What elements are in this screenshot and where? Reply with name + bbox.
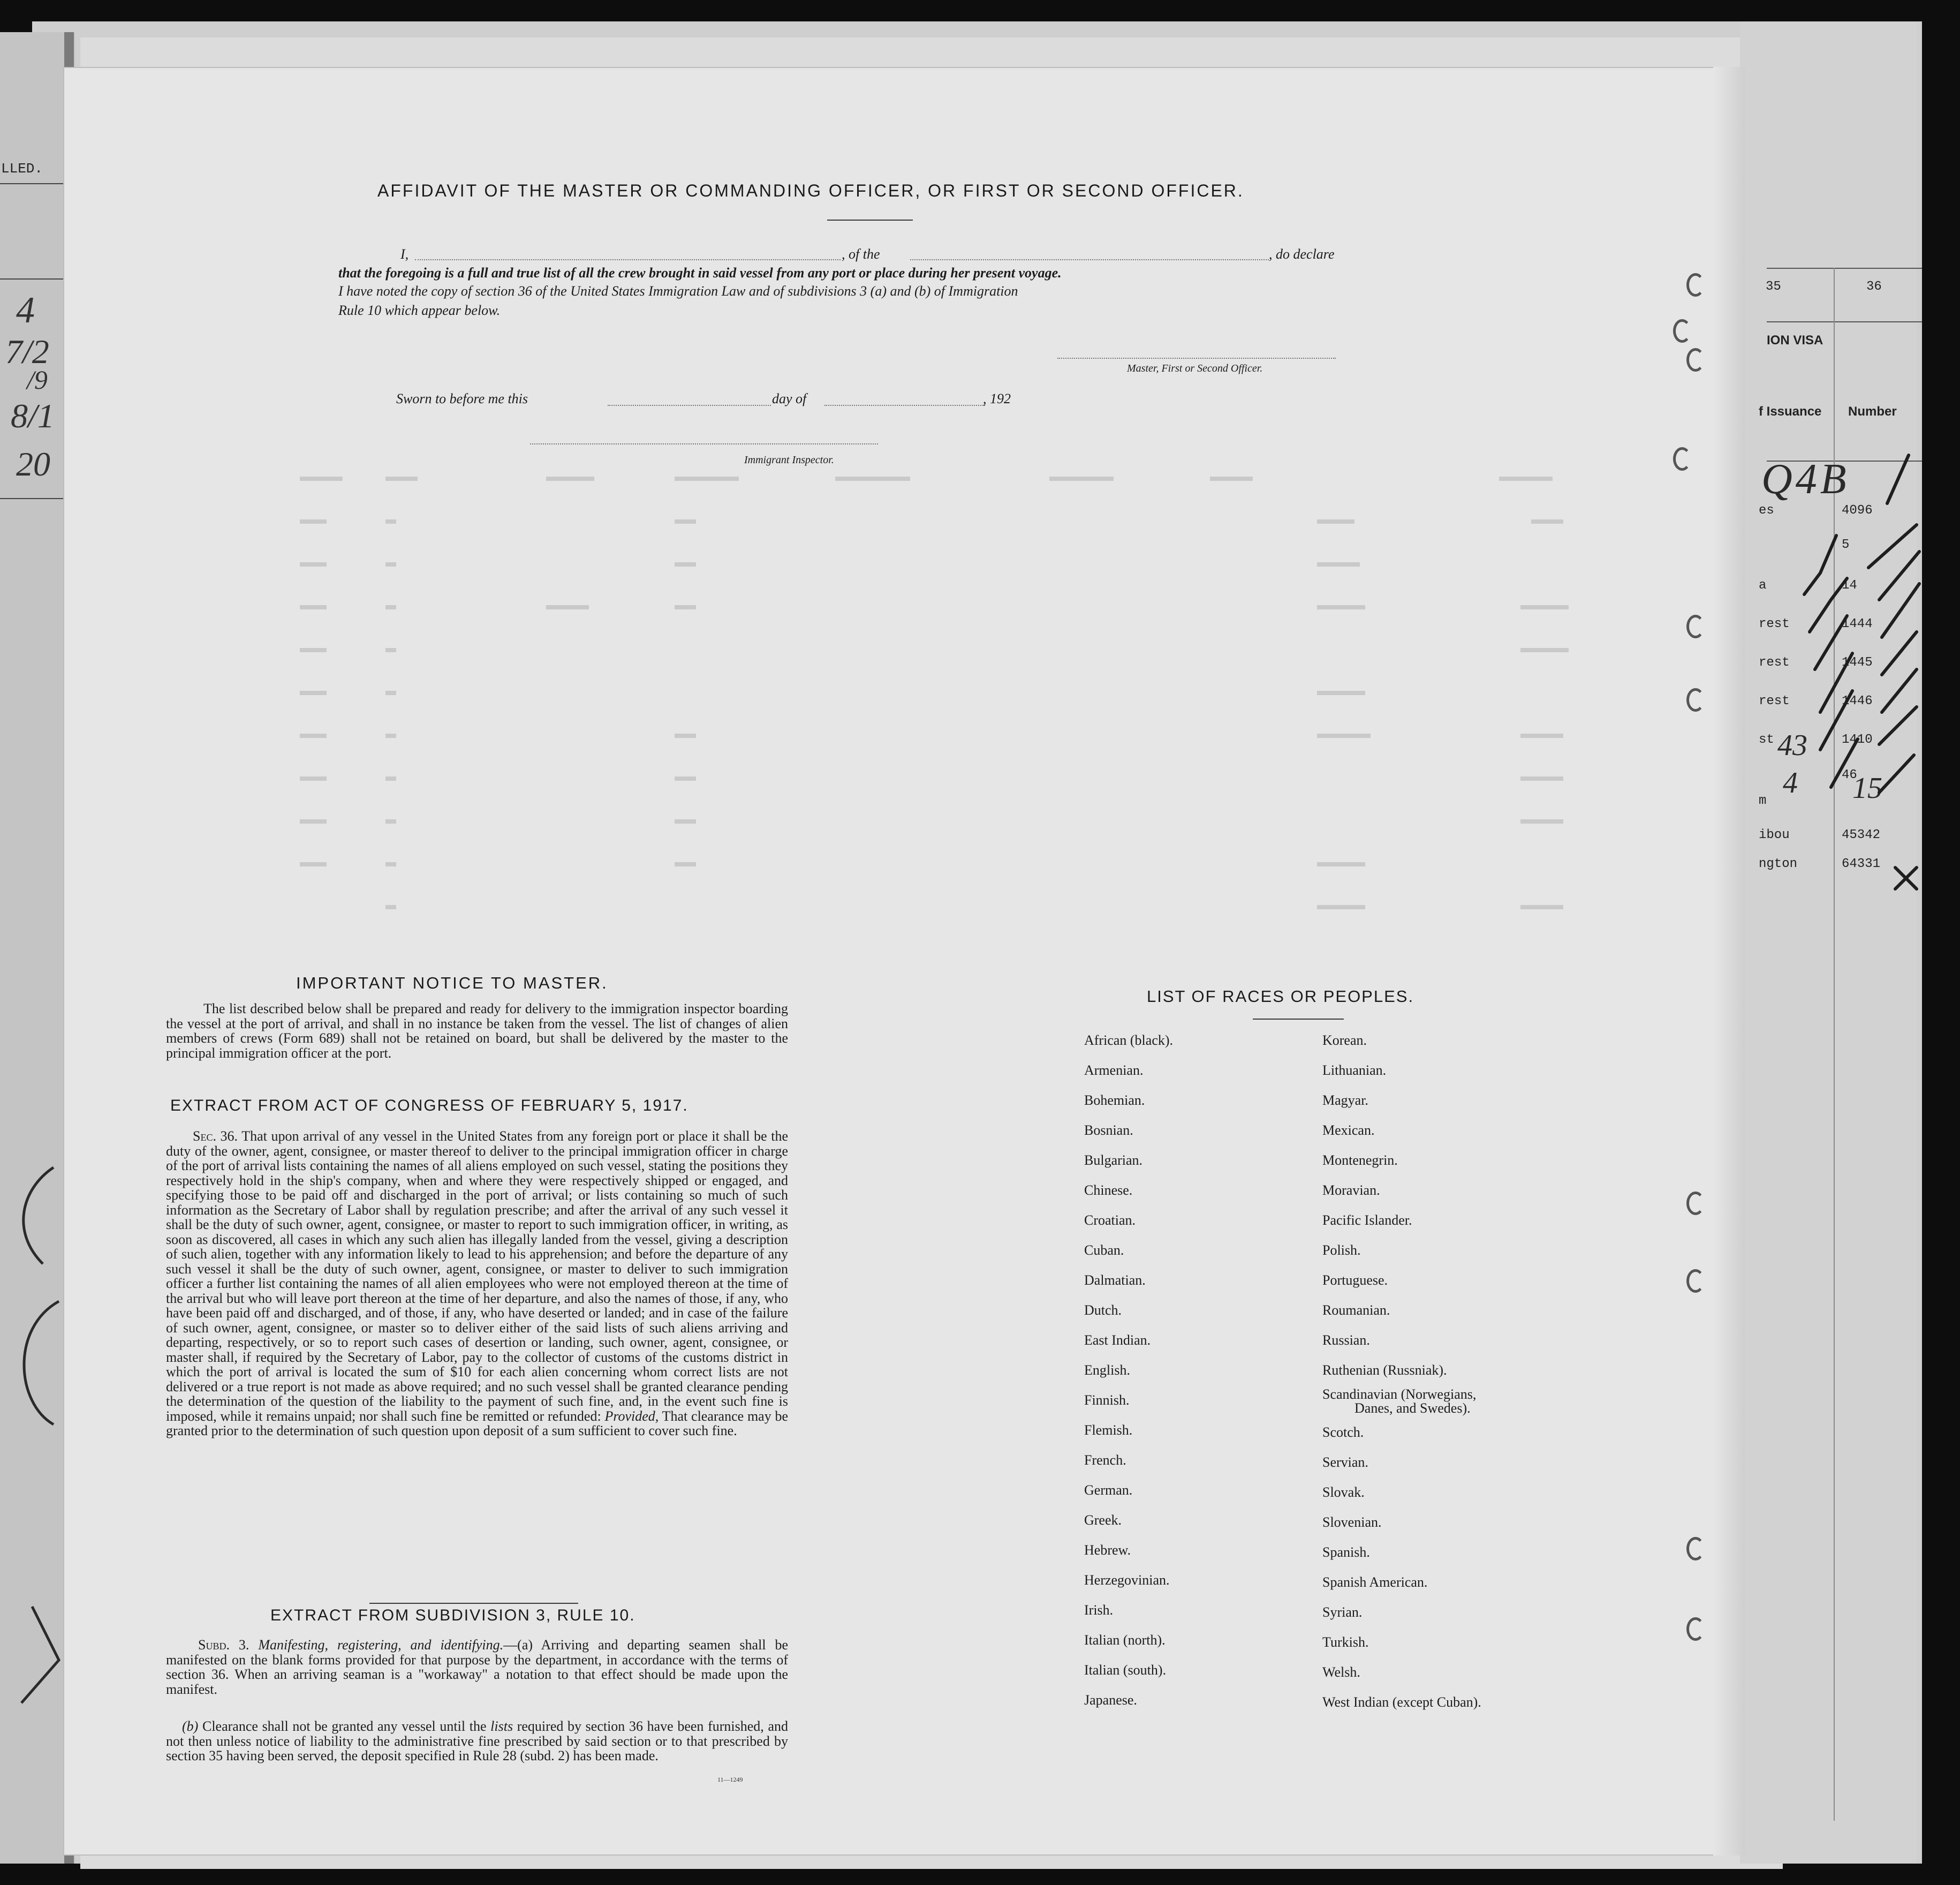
visa-place: rest — [1759, 694, 1790, 708]
race-item: Lithuanian. — [1322, 1062, 1387, 1078]
binder-hole-icon — [1686, 615, 1705, 638]
right-sheet-table-line — [1767, 268, 1922, 269]
race-item: Bohemian. — [1084, 1092, 1145, 1108]
race-item: Dalmatian. — [1084, 1272, 1146, 1288]
subd-b-lists: lists — [490, 1718, 513, 1734]
race-item: Finnish. — [1084, 1392, 1130, 1408]
race-item: Croatian. — [1084, 1212, 1136, 1228]
provided-label: Provided, — [604, 1408, 659, 1424]
subd-b-text-1: Clearance shall not be granted any vessel until the — [202, 1718, 487, 1734]
rule-extract-text-a — [166, 1638, 788, 1696]
subd-b-label: (b) — [182, 1718, 199, 1734]
sworn-month-field[interactable] — [824, 405, 985, 406]
left-strip-rule — [0, 498, 64, 499]
declare-label: , do declare — [1269, 246, 1335, 262]
race-item: Magyar. — [1322, 1092, 1368, 1108]
race-item: Korean. — [1322, 1032, 1367, 1048]
affidavit-heading-rule — [827, 220, 913, 221]
visa-header: ION VISA — [1767, 333, 1823, 348]
handwritten-mark: 20 — [16, 445, 50, 483]
sheet-right-shadow — [1713, 67, 1745, 1856]
binder-hole-icon — [1686, 688, 1705, 712]
section-36-text-end: That clearance may be granted prior to the determination of such question upon deposit of a sum sufficient to cover such fine. — [166, 1408, 789, 1438]
visa-place: es — [1759, 503, 1774, 518]
race-item: Mexican. — [1322, 1122, 1375, 1138]
race-item: East Indian. — [1084, 1332, 1151, 1348]
visa-number: 5 — [1842, 538, 1850, 552]
notice-text: The list described below shall be prepared and ready for delivery to the immigration inspector boarding the vessel at the port of arrival, and shall in no instance be taken from the vessel. The list of changes of alien members of crews (Form 689) shall not be retained on board, but shall be delivered by the master to the principal immigration officer at the port. — [166, 1001, 788, 1061]
rule-extract-text-b — [166, 1719, 788, 1763]
notice-heading: IMPORTANT NOTICE TO MASTER. — [296, 974, 608, 992]
handwritten-mark: /9 — [27, 365, 48, 395]
handwritten-annotation-43: 43 — [1777, 729, 1807, 762]
visa-place: st — [1759, 733, 1774, 747]
right-underlying-sheet — [1740, 21, 1917, 1864]
race-item: Italian (south). — [1084, 1662, 1167, 1678]
race-item: Dutch. — [1084, 1302, 1122, 1318]
act-extract-end-rule — [369, 1603, 578, 1604]
affidavit-line-2: I have noted the copy of section 36 of the United States Immigration Law and of subdivisions 3 (a) and (b) of Immigration — [338, 283, 1018, 299]
handwritten-annotation-15: 15 — [1852, 772, 1882, 805]
subd-b-text-2: required by section 36 have been furnished, and not then unless notice of liability to the administrative fine prescribed by said section or to that prescribed by section 35 having been served, the deposit specified in Rule 28 (subd. 2) has been made. — [166, 1718, 788, 1763]
race-item: Bulgarian. — [1084, 1152, 1143, 1168]
binder-hole-icon — [1686, 1617, 1705, 1641]
bleed-through-marks — [300, 471, 1670, 964]
officer-caption: Master, First or Second Officer. — [1127, 363, 1263, 374]
day-of-label: day of — [772, 391, 807, 406]
race-item: French. — [1084, 1452, 1126, 1468]
inspector-signature-field[interactable] — [530, 443, 878, 444]
act-extract-heading: EXTRACT FROM ACT OF CONGRESS OF FEBRUARY 5, 1917. — [170, 1097, 688, 1114]
race-item: Armenian. — [1084, 1062, 1144, 1078]
visa-number: 1444 — [1842, 617, 1873, 631]
visa-place: m — [1759, 794, 1767, 808]
binder-hole-icon — [1686, 273, 1705, 297]
race-item: African (black). — [1084, 1032, 1174, 1048]
vessel-label: , of the — [842, 246, 880, 262]
race-item: Spanish. — [1322, 1544, 1370, 1560]
vessel-name-field[interactable] — [910, 259, 1269, 260]
visa-place: rest — [1759, 617, 1790, 631]
race-item: Polish. — [1322, 1242, 1361, 1258]
race-item: West Indian (except Cuban). — [1322, 1694, 1481, 1710]
subd-label: Subd. 3. — [198, 1637, 249, 1653]
affidavit-line-1: that the foregoing is a full and true list of all the crew brought in said vessel from any port or place during her present voyage. — [338, 265, 1062, 281]
races-right-column — [1322, 1026, 1481, 1717]
left-strip-filled-label: LLED. — [1, 161, 43, 177]
handwritten-mark: 8/1 — [11, 397, 55, 435]
binder-hole-icon — [1686, 348, 1705, 372]
race-item: Moravian. — [1322, 1182, 1380, 1198]
number-header: Number — [1848, 404, 1897, 419]
race-item-continuation: Danes, and Swedes). — [1354, 1400, 1471, 1416]
visa-number: 14 — [1842, 578, 1857, 593]
section-label: Sec. 36. — [193, 1128, 238, 1144]
races-heading: LIST OF RACES OR PEOPLES. — [1147, 987, 1414, 1006]
race-item: Scotch. — [1322, 1424, 1364, 1440]
section-36-text: That upon arrival of any vessel in the United States from any foreign port or place it shall be the duty of the owner, agent, consignee, or master thereof to deliver to the principal immigration officer in charge of the port of arrival lists containing the names of all aliens employed on such vessel, stating the positions they respectively hold in the ship's company, when and where they were respectively shipped or engaged, and specifying those to be paid off and discharged in the port of arrival; or lists containing so much of such information as the Secretary of Labor shall by regulation prescribe; and after the arrival of any such vessel it shall be the duty of such owner, agent, consignee, or master to report to such immigration officer, in writing, as soon as discovered, all cases in which any such alien has illegally landed from the vessel, giving a description of such alien, together with any information likely to lead to his apprehension; and before the departure of any such vessel it shall be the duty of such owner, agent, consignee, or master to deliver to such immigration officer a further list containing the names of all alien employees who were not employed thereon at the time of the arrival but who will leave port thereon at the time of her departure, and also the names of those, if any, who have been paid off and discharged, and of those, if any, who have deserted or landed; and in case of the failure of such owner, agent, consignee, or master so to deliver either of the said lists of such aliens arriving and departing, respectively, or so to report such cases of desertion or landing, such owner, agent, consignee, or master shall, if required by the Secretary of Labor, pay to the collector of customs of the customs district in which the port of arrival is located the sum of $10 for each alien concerning whom correct lists are not delivered or a true report is not made as above required; and no such vessel shall be granted clearance pending the determination of the question of the liability to the payment of such fine, and, in the event such fine is imposed, while it remains unpaid; nor shall such fine be remitted or refunded: — [166, 1128, 789, 1424]
visa-place: a — [1759, 578, 1767, 593]
race-item: Welsh. — [1322, 1664, 1360, 1680]
race-item — [1322, 1385, 1481, 1417]
rule-extract-heading: EXTRACT FROM SUBDIVISION 3, RULE 10. — [270, 1607, 635, 1624]
race-item: Turkish. — [1322, 1634, 1369, 1650]
sworn-label: Sworn to before me this — [396, 391, 528, 406]
visa-place: ibou — [1759, 828, 1790, 842]
sworn-day-field[interactable] — [608, 405, 771, 406]
race-item: Hebrew. — [1084, 1542, 1131, 1558]
visa-place: rest — [1759, 655, 1790, 670]
binder-hole-icon — [1673, 447, 1691, 471]
subd-title: Manifesting, registering, and identifying. — [258, 1637, 504, 1653]
race-item: Italian (north). — [1084, 1632, 1166, 1648]
race-item: Portuguese. — [1322, 1272, 1388, 1288]
column-number-35: 35 — [1766, 280, 1781, 294]
visa-number: 45342 — [1842, 828, 1881, 842]
binder-hole-icon — [1686, 1192, 1705, 1215]
officer-signature-field[interactable] — [1057, 358, 1336, 359]
binder-hole-icon — [1686, 1537, 1705, 1560]
race-item: Servian. — [1322, 1454, 1368, 1470]
left-strip-rule — [0, 183, 64, 184]
right-sheet-table-line — [1767, 321, 1922, 322]
form-number: 11—1249 — [717, 1776, 743, 1783]
visa-number: 1446 — [1842, 694, 1873, 708]
visa-number: 1410 — [1842, 733, 1873, 747]
race-item: Spanish American. — [1322, 1574, 1428, 1590]
race-item: German. — [1084, 1482, 1133, 1498]
visa-number: 64331 — [1842, 857, 1881, 871]
subd-a-text: Arriving and departing seamen shall be manifested on the blank forms provided for that purpose by the department, in accordance with the terms of section 36. When an arriving seaman is a "workaway" a notation to that effect should be made upon the manifest. — [166, 1637, 789, 1697]
affidavit-heading: AFFIDAVIT OF THE MASTER OR COMMANDING OFFICER, OR FIRST OR SECOND OFFICER. — [377, 181, 1244, 200]
binder-hole-icon — [1686, 1269, 1705, 1293]
bleed-through-dots — [300, 471, 1670, 964]
race-item: Bosnian. — [1084, 1122, 1133, 1138]
handwritten-mark: 7/2 — [5, 333, 49, 371]
race-item-line: Scandinavian (Norwegians, — [1322, 1386, 1477, 1402]
race-item: Roumanian. — [1322, 1302, 1390, 1318]
race-item: Russian. — [1322, 1332, 1370, 1348]
visa-place: ngton — [1759, 857, 1798, 871]
year-label: , 192 — [983, 391, 1011, 406]
race-item: English. — [1084, 1362, 1130, 1378]
race-item: Slovenian. — [1322, 1514, 1382, 1530]
race-item: Chinese. — [1084, 1182, 1133, 1198]
race-item: Montenegrin. — [1322, 1152, 1398, 1168]
visa-number: 4096 — [1842, 503, 1873, 518]
handwritten-checkmarks — [1788, 439, 1922, 921]
affidavit-line-3: Rule 10 which appear below. — [338, 303, 501, 318]
binder-hole-icon — [1673, 319, 1691, 343]
race-item: Cuban. — [1084, 1242, 1124, 1258]
declarant-name-field[interactable] — [415, 259, 841, 260]
races-heading-rule — [1253, 1019, 1344, 1020]
handwritten-annotation-q4b: Q4B — [1761, 456, 1850, 503]
right-sheet-edge — [1922, 0, 1960, 1885]
races-left-column — [1084, 1026, 1173, 1715]
left-strip-rule — [0, 278, 64, 280]
subd-a-label: —(a) — [503, 1637, 533, 1653]
column-number-36: 36 — [1866, 280, 1882, 294]
act-extract-text — [166, 1129, 788, 1438]
race-item: Flemish. — [1084, 1422, 1133, 1438]
race-item: Slovak. — [1322, 1484, 1365, 1500]
race-item: Japanese. — [1084, 1692, 1137, 1708]
handwritten-mark: 4 — [16, 290, 35, 331]
declarant-label: I, — [400, 246, 409, 262]
inspector-caption: Immigrant Inspector. — [744, 454, 834, 466]
visa-number: 46 — [1842, 768, 1857, 782]
handwritten-scribble — [0, 1125, 64, 1767]
race-item: Pacific Islander. — [1322, 1212, 1412, 1228]
race-item: Ruthenian (Russniak). — [1322, 1362, 1447, 1378]
race-item: Herzegovinian. — [1084, 1572, 1170, 1588]
issuance-header: f Issuance — [1759, 404, 1822, 419]
race-item: Irish. — [1084, 1602, 1114, 1618]
race-item: Syrian. — [1322, 1604, 1363, 1620]
visa-number: 1445 — [1842, 655, 1873, 670]
race-item: Greek. — [1084, 1512, 1122, 1528]
handwritten-annotation-4: 4 — [1783, 766, 1798, 800]
